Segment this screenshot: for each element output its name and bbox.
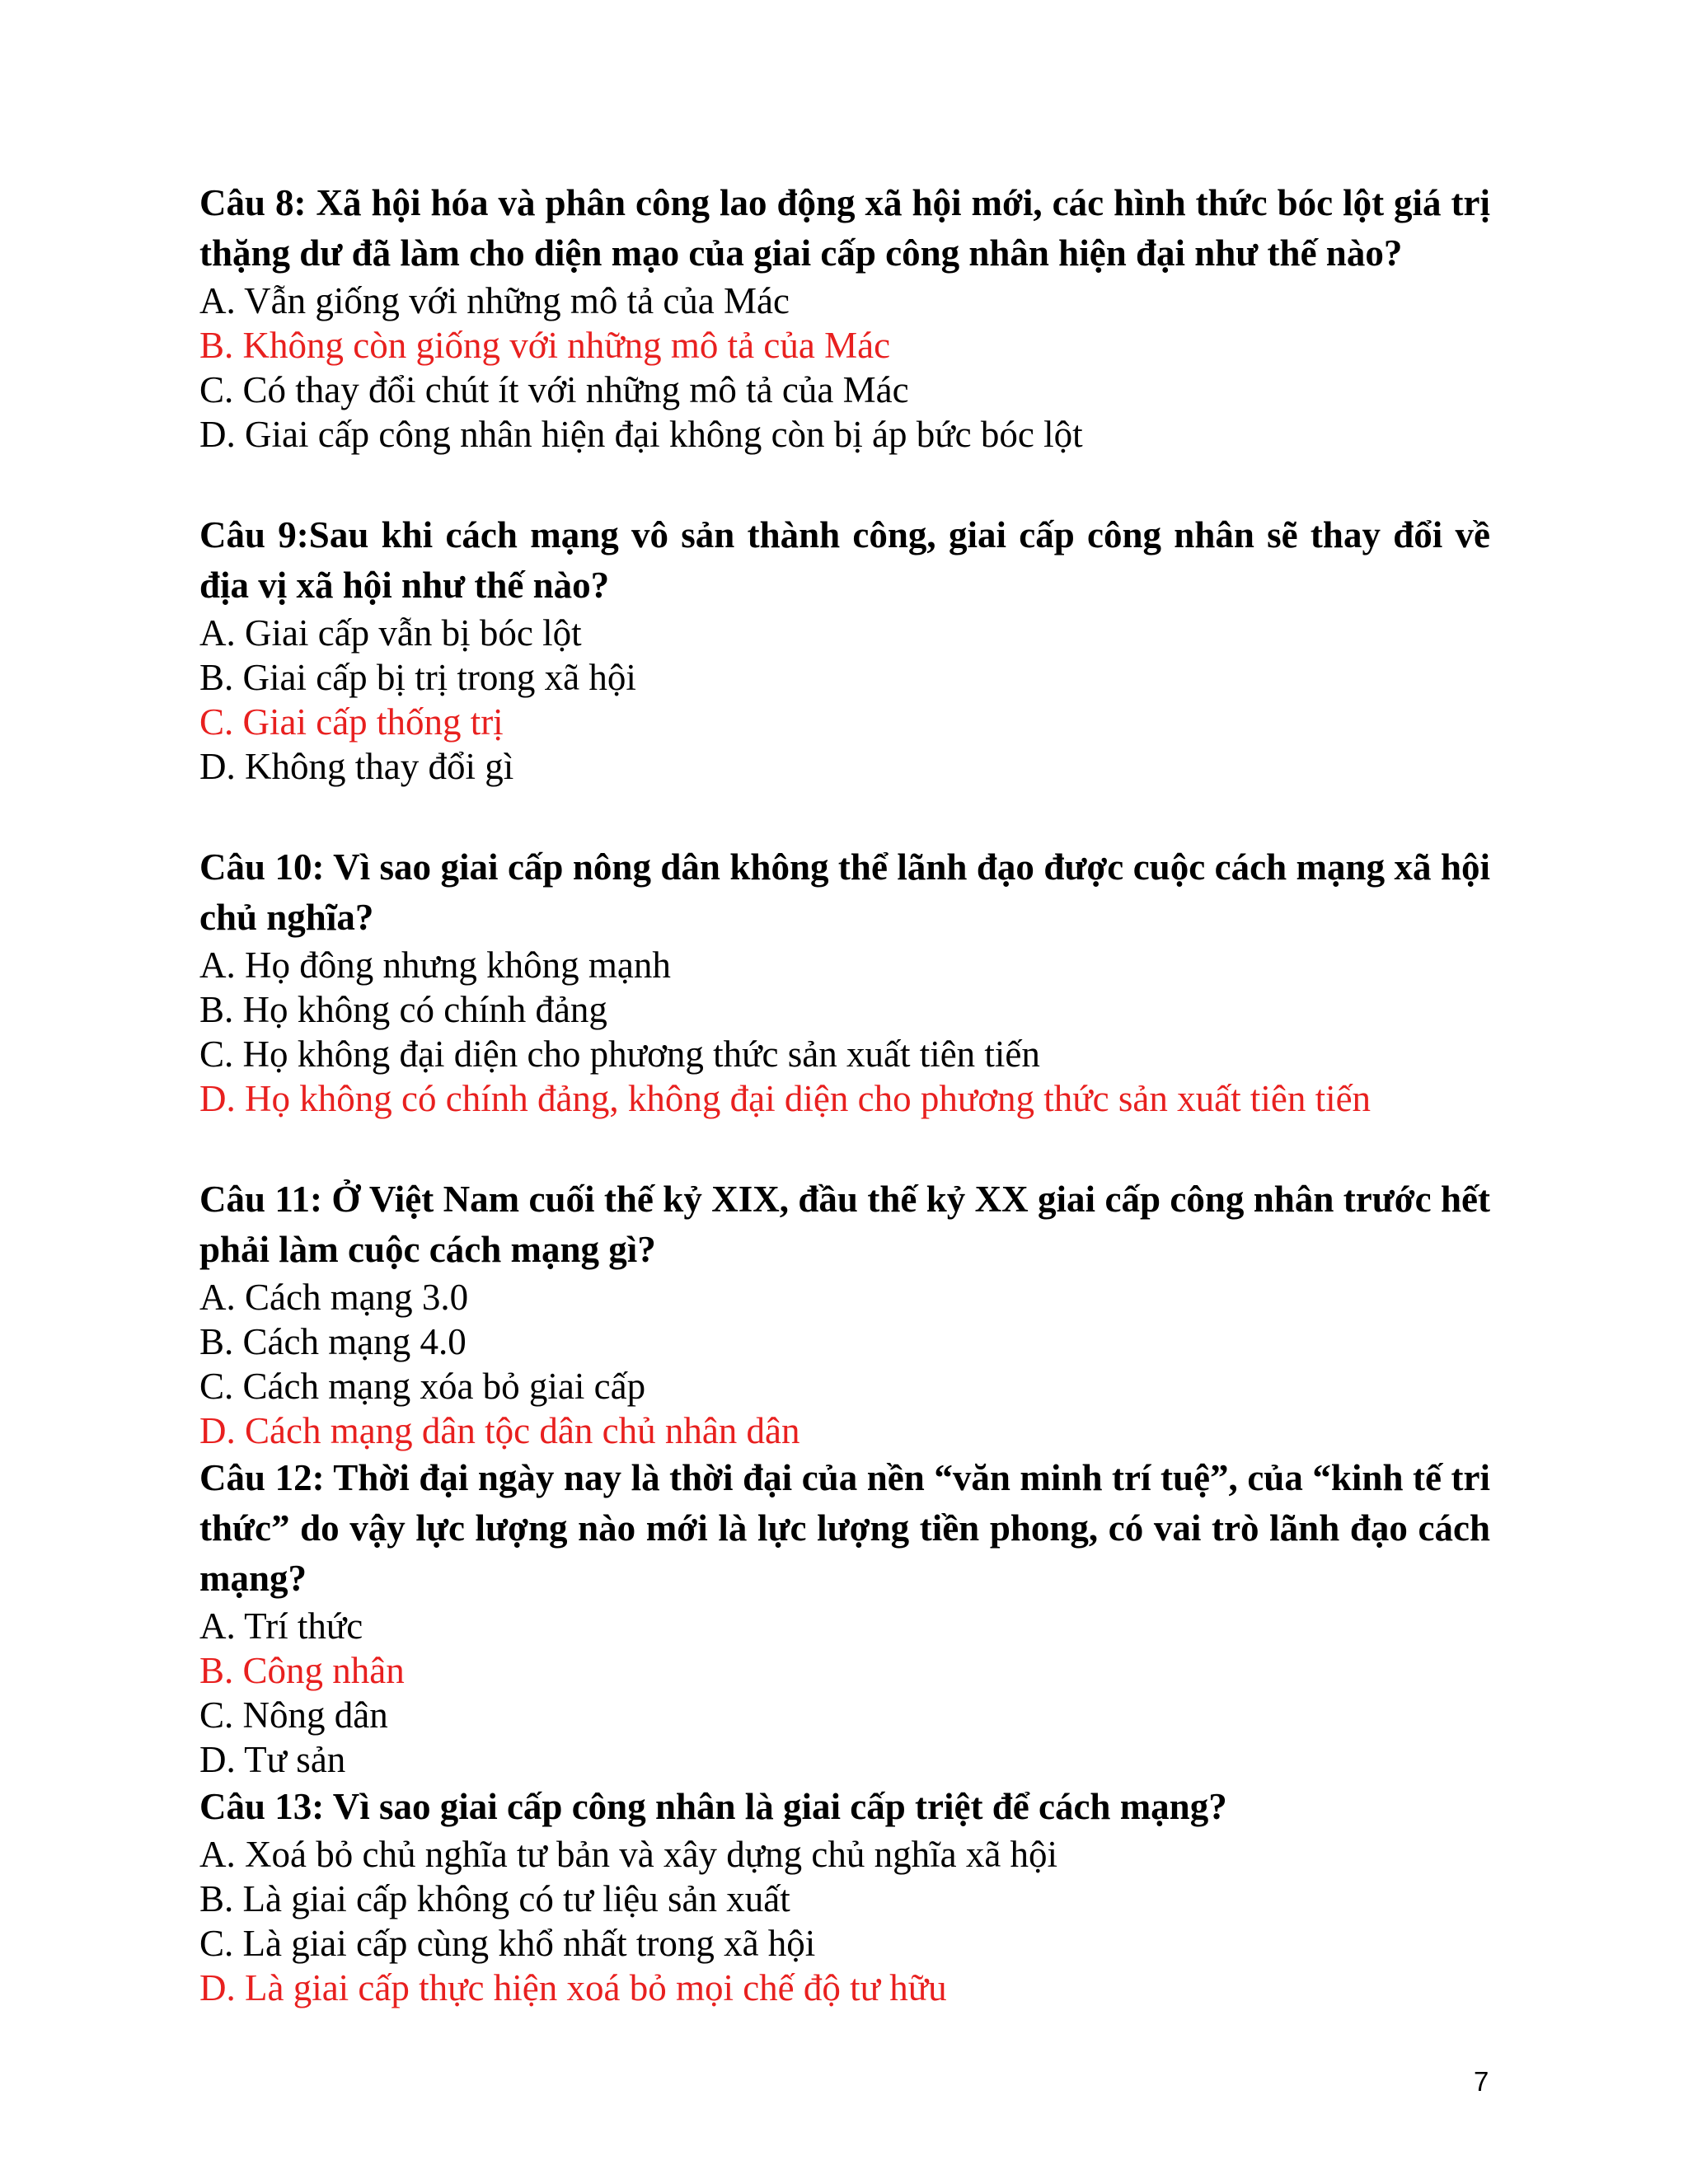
option-d-correct: D. Họ không có chính đảng, không đại diện cho phương thức sản xuất tiên tiến: [199, 1078, 1372, 1119]
option-b: B. Là giai cấp không có tư liệu sản xuất: [199, 1878, 790, 1919]
option-d-correct: D. Là giai cấp thực hiện xoá bỏ mọi chế độ tư hữu: [199, 1967, 947, 2008]
option-a: A. Cách mạng 3.0: [199, 1277, 469, 1318]
option-b-correct: B. Công nhân: [199, 1650, 405, 1691]
question-11: [199, 1174, 1490, 1453]
option-a: A. Họ đông nhưng không mạnh: [199, 944, 671, 986]
option-d: D. Không thay đổi gì: [199, 746, 514, 787]
option-a: A. Trí thức: [199, 1605, 363, 1647]
option-d-correct: D. Cách mạng dân tộc dân chủ nhân dân: [199, 1410, 800, 1451]
option-c-correct: C. Giai cấp thống trị: [199, 701, 504, 743]
question-text: Câu 10: Vì sao giai cấp nông dân không thể lãnh đạo được cuộc cách mạng xã hội chủ nghĩa?: [199, 846, 1490, 938]
question-text: Câu 8: Xã hội hóa và phân công lao động xã hội mới, các hình thức bóc lột giá trị thặng dư đã làm cho diện mạo của giai cấp công nhân hiện đại như thế nào?: [199, 182, 1490, 274]
option-a: A. Giai cấp vẫn bị bóc lột: [199, 612, 582, 654]
spacer: [199, 1121, 1490, 1174]
question-8: [199, 178, 1490, 457]
question-10: [199, 842, 1490, 1121]
question-text: Câu 9:Sau khi cách mạng vô sản thành công, giai cấp công nhân sẽ thay đổi về địa vị xã hội như thế nào?: [199, 514, 1490, 606]
question-text: Câu 13: Vì sao giai cấp công nhân là giai cấp triệt để cách mạng?: [199, 1786, 1227, 1827]
question-list: [199, 178, 1490, 2010]
option-b: B. Giai cấp bị trị trong xã hội: [199, 657, 636, 698]
question-9: [199, 510, 1490, 789]
question-text: Câu 12: Thời đại ngày nay là thời đại của nền “văn minh trí tuệ”, của “kinh tế tri thức” do vậy lực lượng nào mới là lực lượng tiền phong, có vai trò lãnh đạo cách mạng?: [199, 1457, 1490, 1599]
option-c: C. Cách mạng xóa bỏ giai cấp: [199, 1366, 646, 1407]
option-d: D. Tư sản: [199, 1739, 346, 1780]
option-b-correct: B. Không còn giống với những mô tả của Mác: [199, 325, 891, 366]
option-c: C. Là giai cấp cùng khổ nhất trong xã hội: [199, 1923, 816, 1964]
option-a: A. Vẫn giống với những mô tả của Mác: [199, 280, 790, 321]
option-c: C. Họ không đại diện cho phương thức sản xuất tiên tiến: [199, 1033, 1040, 1075]
question-12: [199, 1453, 1490, 1782]
spacer: [199, 789, 1490, 842]
option-c: C. Nông dân: [199, 1694, 388, 1736]
option-a: A. Xoá bỏ chủ nghĩa tư bản và xây dựng chủ nghĩa xã hội: [199, 1834, 1058, 1875]
page-number: 7: [1474, 2066, 1489, 2097]
option-b: B. Cách mạng 4.0: [199, 1321, 467, 1362]
question-text: Câu 11: Ở Việt Nam cuối thế kỷ XIX, đầu thế kỷ XX giai cấp công nhân trước hết phải làm cuộc cách mạng gì?: [199, 1179, 1490, 1270]
option-b: B. Họ không có chính đảng: [199, 989, 607, 1030]
option-d: D. Giai cấp công nhân hiện đại không còn bị áp bức bóc lột: [199, 414, 1083, 455]
option-c: C. Có thay đổi chút ít với những mô tả của Mác: [199, 369, 909, 410]
question-13: [199, 1782, 1490, 2010]
spacer: [199, 457, 1490, 510]
